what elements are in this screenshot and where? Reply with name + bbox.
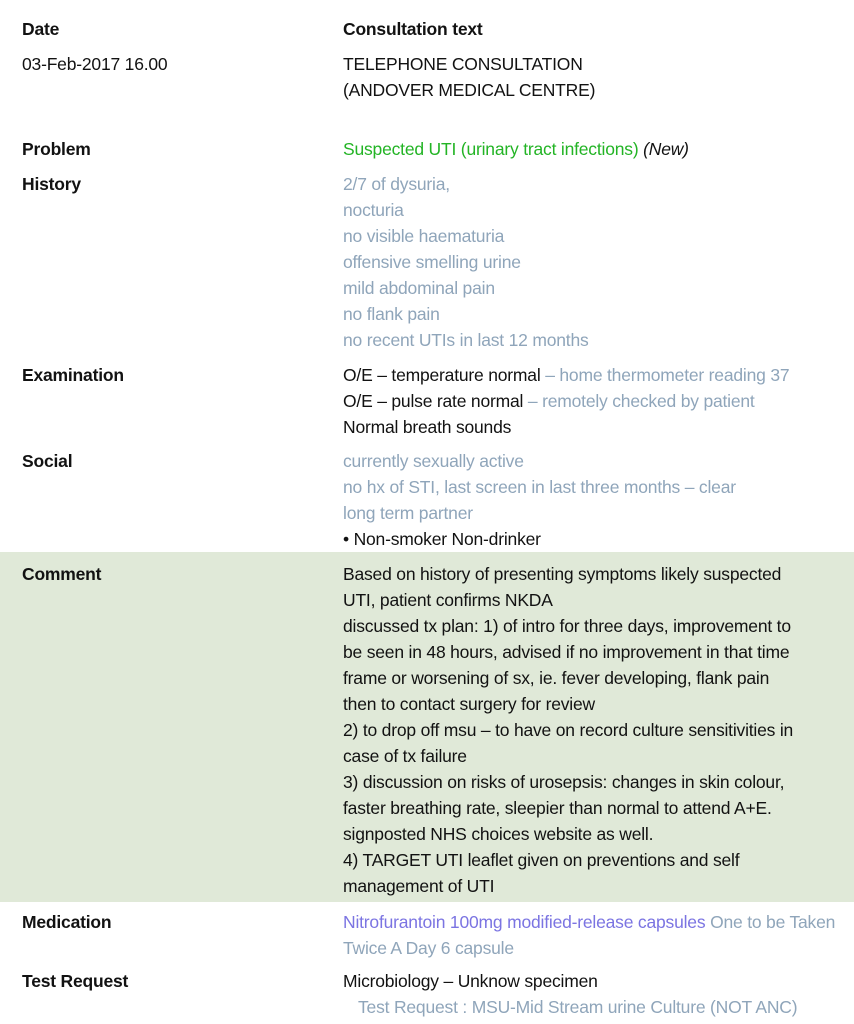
medication-value (343, 909, 854, 961)
comment-line: signposted NHS choices website as well. (343, 824, 654, 844)
date-column-header: Date (22, 19, 60, 39)
examination-finding: O/E – pulse rate normal (343, 391, 524, 411)
date-value: 03-Feb-2017 16.00 (22, 54, 168, 74)
examination-finding: Normal breath sounds (343, 417, 512, 437)
history-line: no visible haematuria (343, 226, 505, 246)
social-line: no hx of STI, last screen in last three months – clear (343, 477, 736, 497)
history-line: mild abdominal pain (343, 278, 495, 298)
comment-line: management of UTI (343, 876, 495, 896)
history-line: 2/7 of dysuria, (343, 174, 450, 194)
history-line: nocturia (343, 200, 404, 220)
examination-note: – remotely checked by patient (527, 391, 755, 411)
history-label: History (22, 174, 81, 194)
history-value (343, 171, 854, 353)
test-request-label: Test Request (22, 971, 129, 991)
comment-line: 4) TARGET UTI leaflet given on preventions and self (343, 850, 740, 870)
comment-line: 3) discussion on risks of urosepsis: changes in skin colour, (343, 772, 785, 792)
row-examination (0, 362, 854, 440)
comment-label: Comment (22, 564, 102, 584)
examination-label: Examination (22, 365, 124, 385)
comment-line: discussed tx plan: 1) of intro for three days, improvement to (343, 616, 791, 636)
medication-label: Medication (22, 912, 112, 932)
row-test-request (0, 968, 854, 1020)
row-social (0, 448, 854, 552)
examination-finding: O/E – temperature normal (343, 365, 541, 385)
row-history (0, 171, 854, 353)
comment-line: faster breathing rate, sleepier than normal to attend A+E. (343, 798, 772, 818)
comment-line: case of tx failure (343, 746, 467, 766)
social-label: Social (22, 451, 73, 471)
problem-diagnosis: Suspected UTI (urinary tract infections) (343, 139, 639, 159)
problem-status: (New) (643, 139, 689, 159)
problem-value (343, 136, 854, 162)
comment-value (343, 561, 854, 899)
history-line: no recent UTIs in last 12 months (343, 330, 589, 350)
medication-drug: Nitrofurantoin 100mg modified-release capsules (343, 912, 706, 932)
test-request-summary: Microbiology – Unknow specimen (343, 971, 598, 991)
medication-directions: One to be Taken Twice A Day 6 capsule (343, 912, 836, 958)
social-value (343, 448, 854, 552)
row-medication (0, 909, 854, 961)
consultation-text-value (343, 51, 854, 103)
examination-note: – home thermometer reading 37 (545, 365, 790, 385)
comment-line: 2) to drop off msu – to have on record culture sensitivities in (343, 720, 794, 740)
social-line: currently sexually active (343, 451, 524, 471)
comment-line: frame or worsening of sx, ie. fever developing, flank pain (343, 668, 770, 688)
examination-line (343, 388, 845, 414)
row-consultation (0, 51, 854, 103)
consultation-line: (ANDOVER MEDICAL CENTRE) (343, 80, 596, 100)
problem-label: Problem (22, 139, 91, 159)
row-problem (0, 136, 854, 162)
history-line: no flank pain (343, 304, 440, 324)
comment-line: Based on history of presenting symptoms likely suspected (343, 564, 782, 584)
consultation-text-column-header: Consultation text (343, 19, 483, 39)
history-line: offensive smelling urine (343, 252, 521, 272)
examination-value (343, 362, 854, 440)
comment-line: be seen in 48 hours, advised if no improvement in that time (343, 642, 790, 662)
row-comment (0, 552, 854, 902)
comment-line: UTI, patient confirms NKDA (343, 590, 553, 610)
consultation-line: TELEPHONE CONSULTATION (343, 54, 583, 74)
examination-line (343, 362, 845, 388)
header-row (0, 16, 854, 42)
social-highlight: • Non-smoker Non-drinker (343, 529, 541, 549)
social-line: long term partner (343, 503, 473, 523)
test-request-detail: Test Request : MSU-Mid Stream urine Culture (NOT ANC) (358, 997, 798, 1017)
comment-line: then to contact surgery for review (343, 694, 595, 714)
test-request-value (343, 968, 854, 1020)
examination-line (343, 414, 845, 440)
